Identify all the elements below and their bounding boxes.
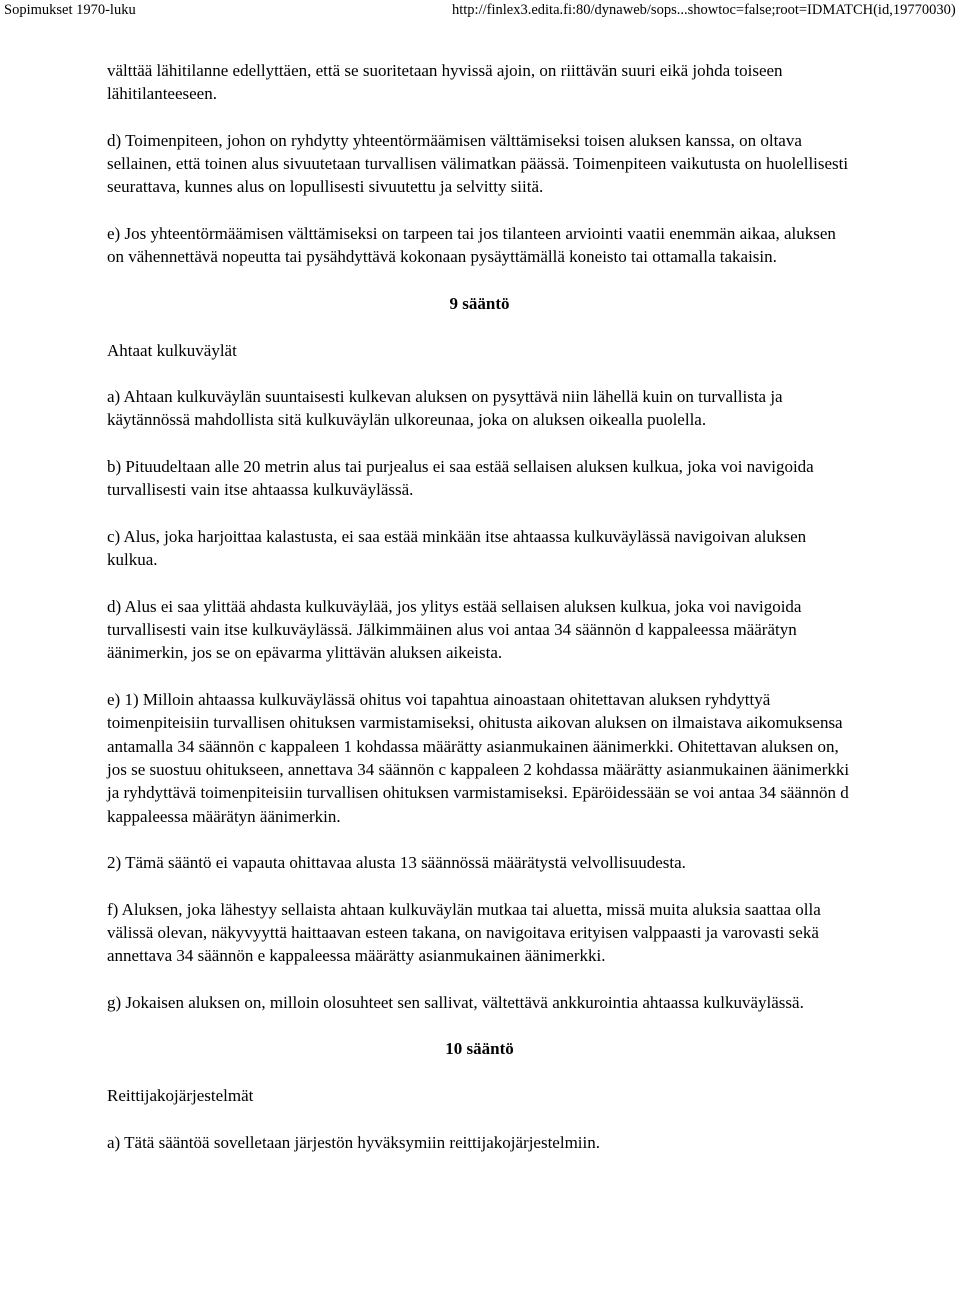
rule-9-paragraph-f: f) Aluksen, joka lähestyy sellaista ahtaan kulkuväylän mutkaa tai aluetta, missä muita aluksia saattaa olla välissä olevan, näkyvyyttä haittaavan esteen takana, on navigoitava erityisen valppaasti ja varovasti sekä annettava 34 säännön e kappaleessa määrätty asianmukainen äänimerkki. bbox=[107, 899, 821, 966]
rule-9-section bbox=[107, 292, 855, 1014]
rule-10-title: Reittijakojärjestelmät bbox=[107, 1086, 254, 1106]
rule-9-paragraph-g: g) Jokaisen aluksen on, milloin olosuhteet sen sallivat, vältettävä ankkurointia ahtaassa kulkuväylässä. bbox=[107, 992, 804, 1012]
rule-10-section bbox=[107, 1037, 855, 1153]
rule-9-paragraph-a: a) Ahtaan kulkuväylän suuntaisesti kulkevan aluksen on pysyttävä niin lähellä kuin on turvallista ja käytännössä mahdollista sitä kulkuväylän ulkoreunaa, joka on aluksen oikealla puolella. bbox=[107, 387, 783, 430]
intro-paragraph: e) Jos yhteentörmäämisen välttämiseksi on tarpeen tai jos tilanteen arviointi vaatii enemmän aikaa, aluksen on vähennettävä nopeutta tai pysähdyttävä kokonaan pysäyttämällä koneisto tai ottamalla takaisin. bbox=[107, 224, 836, 267]
rule-9-heading: 9 sääntö bbox=[449, 293, 510, 313]
rule-9-paragraph-b: b) Pituudeltaan alle 20 metrin alus tai purjealus ei saa estää sellaisen aluksen kulkua, joka voi navigoida turvallisesti vain itse ahtaassa kulkuväylässä. bbox=[107, 457, 814, 500]
intro-paragraph: d) Toimenpiteen, johon on ryhdytty yhteentörmäämisen välttämiseksi toisen aluksen kanssa, on oltava sellainen, että toinen alus sivuutetaan turvallisen välimatkan päässä. Toimenpiteen vaikutusta on huolellisesti seurattava, kunnes alus on lopullisesti sivuutettu ja selvitty siitä. bbox=[107, 130, 849, 197]
rule-9-paragraph-e1: e) 1) Milloin ahtaassa kulkuväylässä ohitus voi tapahtua ainoastaan ohitettavan aluksen ryhdyttyä toimenpiteisiin turvallisen ohituksen varmistamiseksi, ohitusta aikovan aluksen on ilmaistava aikomuksensa antamalla 34 säännön c kappaleen 1 kohdassa määrätty asianmukainen äänimerkki. Ohitettavan aluksen on, jos se suostuu ohitukseen, annettava 34 säännön c kappaleen 2 kohdassa määrätty asianmukainen äänimerkki ja ryhdyttävä toimenpiteisiin turvallisen ohituksen varmistamiseksi. Epäröidessään se voi antaa 34 säännön d kappaleessa määrätyn äänimerkin. bbox=[107, 690, 850, 826]
rule-9-paragraph-d: d) Alus ei saa ylittää ahdasta kulkuväylää, jos ylitys estää sellaisen aluksen kulkua, joka voi navigoida turvallisesti vain itse kulkuväylässä. Jälkimmäinen alus voi antaa 34 säännön d kappaleessa määrätyn äänimerkin, jos se on epävarma ylittävän aluksen aikeista. bbox=[107, 596, 802, 663]
document-collection-title: Sopimukset 1970-luku bbox=[4, 2, 136, 18]
rule-10-paragraph-a: a) Tätä sääntöä sovelletaan järjestön hyväksymiin reittijakojärjestelmiin. bbox=[107, 1132, 600, 1152]
rule-9-paragraph-e2: 2) Tämä sääntö ei vapauta ohittavaa alusta 13 säännössä määrätystä velvollisuudesta. bbox=[107, 853, 686, 873]
rule-10-heading: 10 sääntö bbox=[445, 1039, 514, 1059]
rule-9-title: Ahtaat kulkuväylät bbox=[107, 340, 237, 360]
document-body bbox=[107, 59, 855, 1177]
document-url: http://finlex3.edita.fi:80/dynaweb/sops...showtoc=false;root=IDMATCH(id,19770030) bbox=[452, 2, 956, 18]
intro-paragraph: välttää lähitilanne edellyttäen, että se suoritetaan hyvissä ajoin, on riittävän suuri eikä johda toiseen lähitilanteeseen. bbox=[107, 61, 783, 104]
rule-9-paragraph-c: c) Alus, joka harjoittaa kalastusta, ei saa estää minkään itse ahtaassa kulkuväylässä navigoivan aluksen kulkua. bbox=[107, 526, 807, 570]
print-header bbox=[0, 0, 960, 20]
